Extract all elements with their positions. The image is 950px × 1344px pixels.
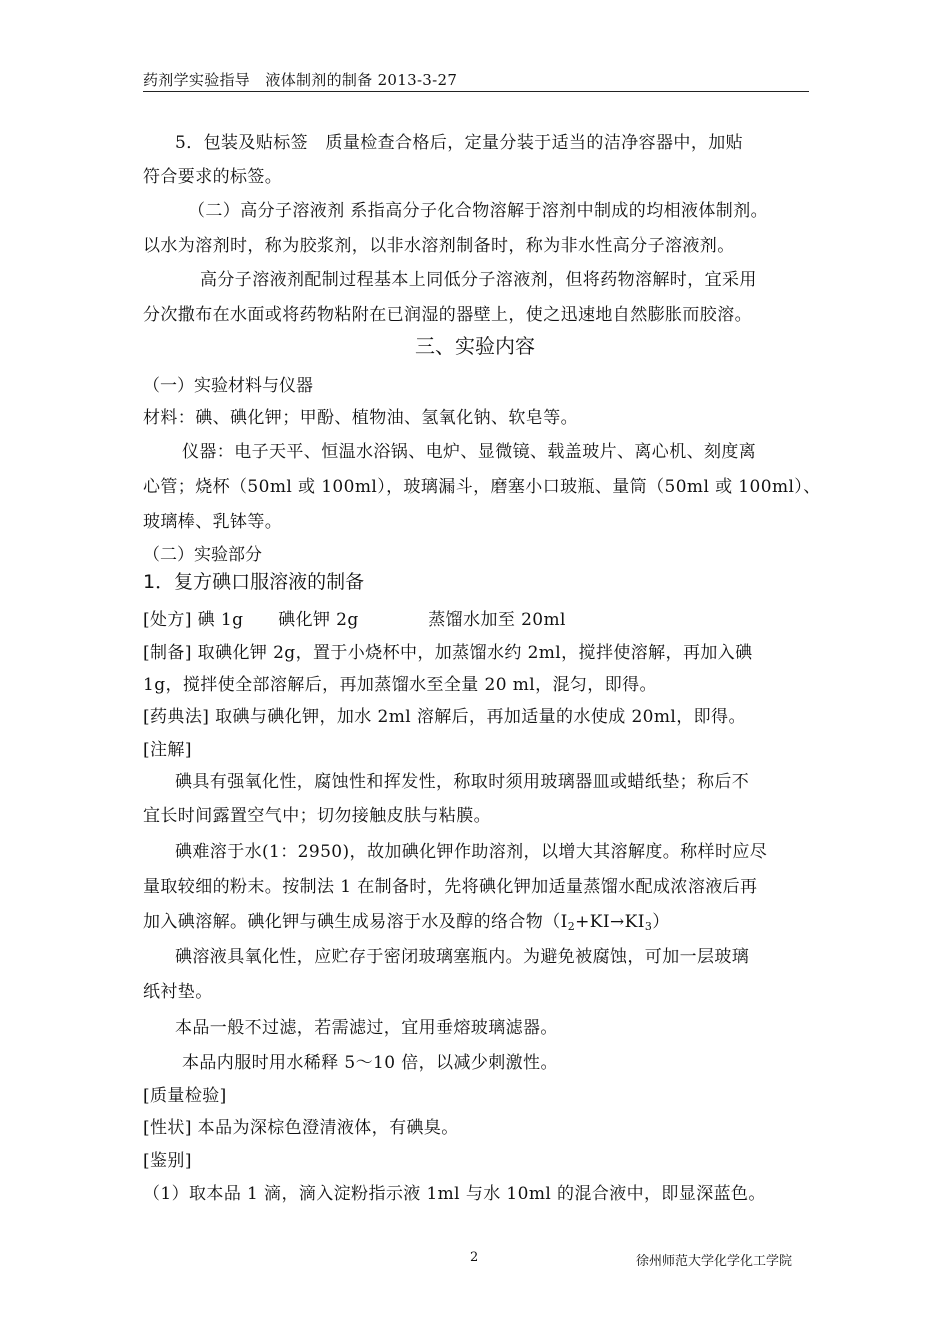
- text-line: 5．包装及贴标签 质量检查合格后，定量分装于适当的洁净容器中，加贴: [175, 133, 744, 153]
- page-number: 2: [470, 1250, 479, 1265]
- text-line: 本品内服时用水稀释 5～10 倍，以减少刺激性。: [182, 1053, 558, 1073]
- text-line: 量取较细的粉末。按制法 1 在制备时，先将碘化钾加适量蒸馏水配成浓溶液后再: [143, 877, 758, 897]
- footer-institution: 徐州师范大学化学化工学院: [636, 1254, 793, 1269]
- text-line: [143, 907, 670, 933]
- subscript: 3: [644, 920, 653, 933]
- header-rule: [143, 91, 809, 92]
- text-line: 玻璃棒、乳钵等。: [143, 512, 283, 532]
- running-header: 药剂学实验指导 液体制剂的制备 2013-3-27: [143, 71, 458, 89]
- text-line: [注解]: [143, 740, 192, 760]
- text-line: （二）高分子溶液剂 系指高分子化合物溶解于溶剂中制成的均相液体制剂。: [188, 201, 769, 221]
- text-line: 纸衬垫。: [143, 982, 213, 1002]
- text-line: 以水为溶剂时，称为胶浆剂，以非水溶剂制备时，称为非水性高分子溶液剂。: [143, 236, 735, 256]
- subsection-title: （二）实验部分: [143, 545, 262, 565]
- text-line: 本品一般不过滤，若需滤过，宜用垂熔玻璃滤器。: [175, 1018, 558, 1038]
- text-line: [鉴别]: [143, 1151, 192, 1171]
- text-line: [处方] 碘 1g 碘化钾 2g 蒸馏水加至 20ml: [143, 610, 566, 630]
- text-segment: ）: [652, 912, 670, 932]
- text-line: （1）取本品 1 滴，滴入淀粉指示液 1ml 与水 10ml 的混合液中，即显深蓝色。: [143, 1184, 766, 1204]
- text-line: 心管；烧杯（50ml 或 100ml），玻璃漏斗，磨塞小口玻瓶、量筒（50ml 或 100ml）、: [143, 477, 821, 497]
- text-segment: 加入碘溶解。碘化钾与碘生成易溶于水及醇的络合物（I: [143, 912, 568, 932]
- text-line: 碘具有强氧化性，腐蚀性和挥发性，称取时须用玻璃器皿或蜡纸垫；称后不: [175, 772, 750, 792]
- text-line: [药典法] 取碘与碘化钾，加水 2ml 溶解后，再加适量的水使成 20ml，即得。: [143, 707, 746, 727]
- text-line: 高分子溶液剂配制过程基本上同低分子溶液剂，但将药物溶解时，宜采用: [200, 270, 757, 290]
- text-line: 材料：碘、碘化钾；甲酚、植物油、氢氧化钠、软皂等。: [143, 408, 578, 428]
- text-segment: +KI→KI: [575, 912, 645, 932]
- text-line: 仪器：电子天平、恒温水浴锅、电炉、显微镜、载盖玻片、离心机、刻度离: [182, 442, 757, 462]
- text-line: 碘难溶于水(1：2950)，故加碘化钾作助溶剂，以增大其溶解度。称样时应尽: [175, 842, 768, 862]
- heading: 1．复方碘口服溶液的制备: [143, 571, 365, 593]
- text-line: [性状] 本品为深棕色澄清液体，有碘臭。: [143, 1118, 459, 1138]
- subscript: 2: [567, 920, 576, 933]
- text-line: [制备] 取碘化钾 2g，置于小烧杯中，加蒸馏水约 2ml，搅拌使溶解，再加入碘: [143, 643, 753, 663]
- text-line: 碘溶液具氧化性，应贮存于密闭玻璃塞瓶内。为避免被腐蚀，可加一层玻璃: [175, 947, 750, 967]
- text-line: 分次撒布在水面或将药物粘附在已润湿的器壁上，使之迅速地自然膨胀而胶溶。: [143, 305, 752, 325]
- text-line: 1g，搅拌使全部溶解后，再加蒸馏水至全量 20 ml，混匀，即得。: [143, 675, 657, 695]
- subsection-title: （一）实验材料与仪器: [143, 376, 313, 396]
- text-line: [质量检验]: [143, 1086, 227, 1106]
- section-title: 三、实验内容: [415, 334, 535, 358]
- text-line: 符合要求的标签。: [143, 167, 283, 187]
- text-line: 宜长时间露置空气中；切勿接触皮肤与粘膜。: [143, 806, 491, 826]
